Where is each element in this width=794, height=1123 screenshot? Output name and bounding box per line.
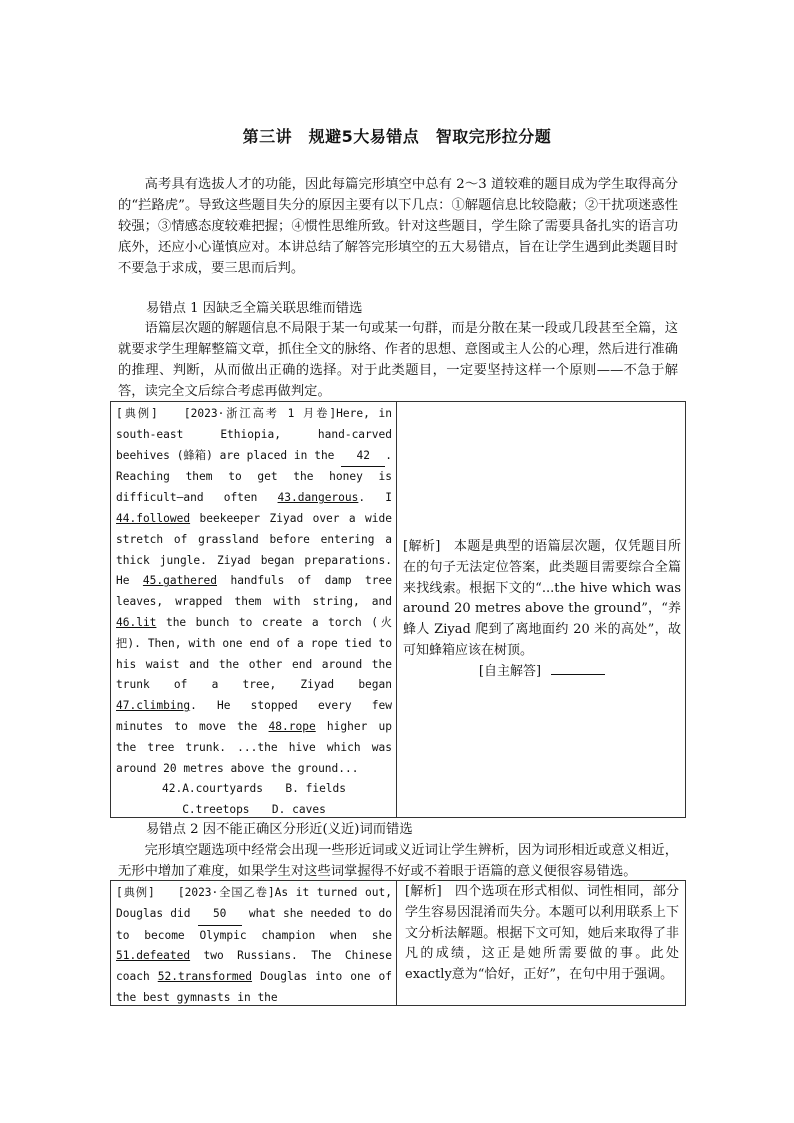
passage-text: beekeeper Ziyad over a wide stretch of grassland before entering a thick jungle. Ziyad began preparations. He (116, 511, 392, 588)
self-answer-label: [自主解答] (478, 663, 542, 679)
option-line-1: 42.A.courtyards B. fields (161, 782, 347, 796)
passage-text: . He stopped every few minutes to move the (116, 699, 392, 733)
example-2-analysis (397, 881, 685, 1005)
passage-text: . Reaching them to get the honey is difficult—and often (116, 448, 392, 505)
option-line-2: C.treetops D. caves (182, 803, 326, 817)
blank-50: 50 (198, 904, 242, 926)
blank-45: 45.gathered (142, 574, 218, 588)
passage-text: the bunch to create a torch (火把). Then, with one end of a rope tied to his waist and the other end around the trunk of a tree, Ziyad began (116, 615, 392, 692)
example-label: [典例] (116, 407, 158, 420)
blank-42: 42 (341, 446, 385, 468)
self-answer-blank (551, 674, 605, 675)
page-title: 第三讲 规避5大易错点 智取完形拉分题 (242, 127, 552, 146)
passage-text: handfuls of damp tree leaves, wrapped them with string, and (116, 574, 392, 609)
error-point-2-body: 完形填空题选项中经常会出现一些形近词或义近词让学生辨析，因为词形相近或意义相近，无形中增加了难度，如果学生对这些词掌握得不好或不着眼于语篇的意义便很容易错选。 (118, 843, 678, 879)
example-box-1 (110, 401, 686, 818)
example-1-passage (111, 402, 397, 817)
error-point-1-body: 语篇层次题的解题信息不局限于某一句或某一句群，而是分散在某一段或几段甚至全篇，这就要求学生理解整篇文章，抓住全文的脉络、作者的思想、意图或主人公的心理，然后进行准确的推理、判断，从而做出正确的选择。对于此类题目，一定要坚持这样一个原则——不急于解答，读完全文后综合考虑再做判定。 (118, 321, 678, 399)
example-label: [典例] (116, 886, 155, 899)
example-1-analysis (397, 402, 685, 817)
example-source: [2023·浙江高考 1 月卷] (183, 407, 337, 420)
analysis-text: [解析] 本题是典型的语篇层次题，仅凭题目所在的句子无法定位答案，此类题目需要综合全篇来找线索。根据下文的“...the hive which was around 20 metres above the ground”，“养蜂人 Ziyad 爬到了离地面约 20 米的高处”，故可知蜂箱应该在树顶。 (403, 539, 681, 658)
passage-text: Here, in south-east Ethiopia, hand-carved beehives (蜂箱) are placed in the (116, 407, 392, 462)
blank-46: 46.lit (116, 615, 157, 629)
passage-text: higher up the tree trunk. ...the hive which was around 20 metres above the ground... (116, 719, 392, 775)
passage-text: . I (358, 491, 392, 505)
self-answer (403, 662, 681, 683)
blank-52: 52.transformed (157, 970, 253, 984)
example-box-2 (110, 880, 686, 1006)
blank-51: 51.defeated (116, 949, 191, 963)
blank-43: 43.dangerous (277, 491, 359, 505)
error-point-1-heading: 易错点 1 因缺乏全篇关联思维而错选 (146, 301, 363, 316)
example-2-passage (111, 881, 397, 1005)
passage-text: As it turned out, Douglas did (116, 886, 392, 920)
analysis-text: [解析] 四个选项在形式相似、词性相同，部分学生容易因混淆而失分。本题可以利用联系上下文分析法解题。根据下文可知，她后来取得了非凡的成绩，这正是她所需要做的事。此处 exactly意为“恰好，正好”，在句中用于强调。 (405, 884, 679, 983)
intro-paragraph: 高考具有选拔人才的功能，因此每篇完形填空中总有 2～3 道较难的题目成为学生取得高分的“拦路虎”。导致这些题目失分的原因主要有以下几点：①解题信息比较隐蔽；②干扰项迷惑性较强；③情感态度较难把握；④惯性思维所致。针对这些题目，学生除了需要具备扎实的语言功底外，还应小心谨慎应对。本讲总结了解答完形填空的五大易错点，旨在让学生遇到此类题目时不要急于求成，要三思而后判。 (118, 177, 678, 276)
passage-text: what she needed to do to become Olympic champion when she (116, 906, 392, 942)
passage-text: Douglas into one of the best gymnasts in the (116, 970, 392, 1004)
example-source: [2023·全国乙卷] (177, 886, 275, 899)
error-point-2-heading: 易错点 2 因不能正确区分形近(义近)词而错选 (146, 822, 413, 837)
passage-text: two Russians. The Chinese coach (116, 949, 392, 984)
blank-48: 48.rope (268, 719, 316, 733)
blank-47: 47.climbing (116, 699, 191, 713)
blank-44: 44.followed (116, 511, 191, 525)
